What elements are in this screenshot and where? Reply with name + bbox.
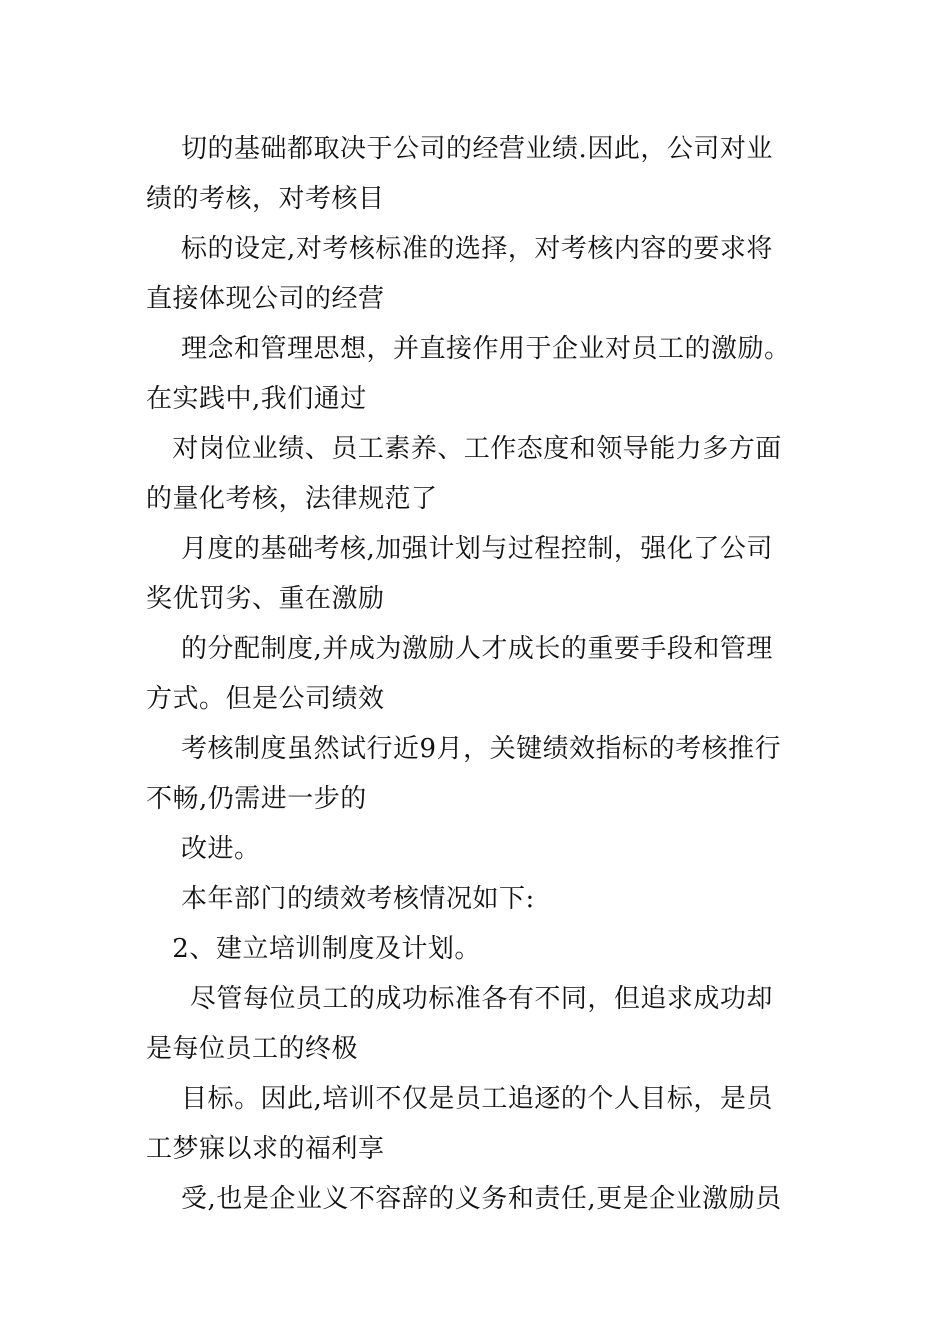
text-line: 2、建立培训制度及计划。 bbox=[146, 934, 481, 964]
text-line: 改进。 bbox=[146, 834, 261, 864]
text-line: 理念和管理思想，并直接作用于企业对员工的激励。 bbox=[146, 334, 791, 364]
text-line: 直接体现公司的经营 bbox=[146, 284, 385, 314]
text-line: 在实践中,我们通过 bbox=[146, 384, 367, 414]
text-line: 月度的基础考核,加强计划与过程控制，强化了公司 bbox=[146, 534, 773, 564]
text-line: 不畅,仍需进一步的 bbox=[146, 784, 367, 814]
text-line: 目标。因此,培训不仅是员工追逐的个人目标，是员 bbox=[146, 1084, 773, 1114]
text-line: 对岗位业绩、员工素养、工作态度和领导能力多方面 bbox=[146, 434, 782, 464]
text-line: 受,也是企业义不容辞的义务和责任,更是企业激励员 bbox=[146, 1184, 782, 1214]
text-line: 的分配制度,并成为激励人才成长的重要手段和管理 bbox=[146, 634, 773, 664]
text-line: 绩的考核，对考核目 bbox=[146, 184, 385, 214]
text-line: 标的设定,对考核标准的选择，对考核内容的要求将 bbox=[146, 234, 773, 264]
text-line: 方式。但是公司绩效 bbox=[146, 684, 385, 714]
text-line: 本年部门的绩效考核情况如下: bbox=[146, 884, 535, 914]
text-line: 切的基础都取决于公司的经营业绩.因此，公司对业 bbox=[146, 134, 773, 164]
text-line: 工梦寐以求的福利享 bbox=[146, 1134, 385, 1164]
text-line: 是每位员工的终极 bbox=[146, 1034, 359, 1064]
text-line: 考核制度虽然试行近9月，关键绩效指标的考核推行 bbox=[146, 734, 782, 764]
text-line: 奖优罚劣、重在激励 bbox=[146, 584, 385, 614]
text-line: 的量化考核，法律规范了 bbox=[146, 484, 438, 514]
text-line: 尽管每位员工的成功标准各有不同，但追求成功却 bbox=[146, 984, 773, 1014]
